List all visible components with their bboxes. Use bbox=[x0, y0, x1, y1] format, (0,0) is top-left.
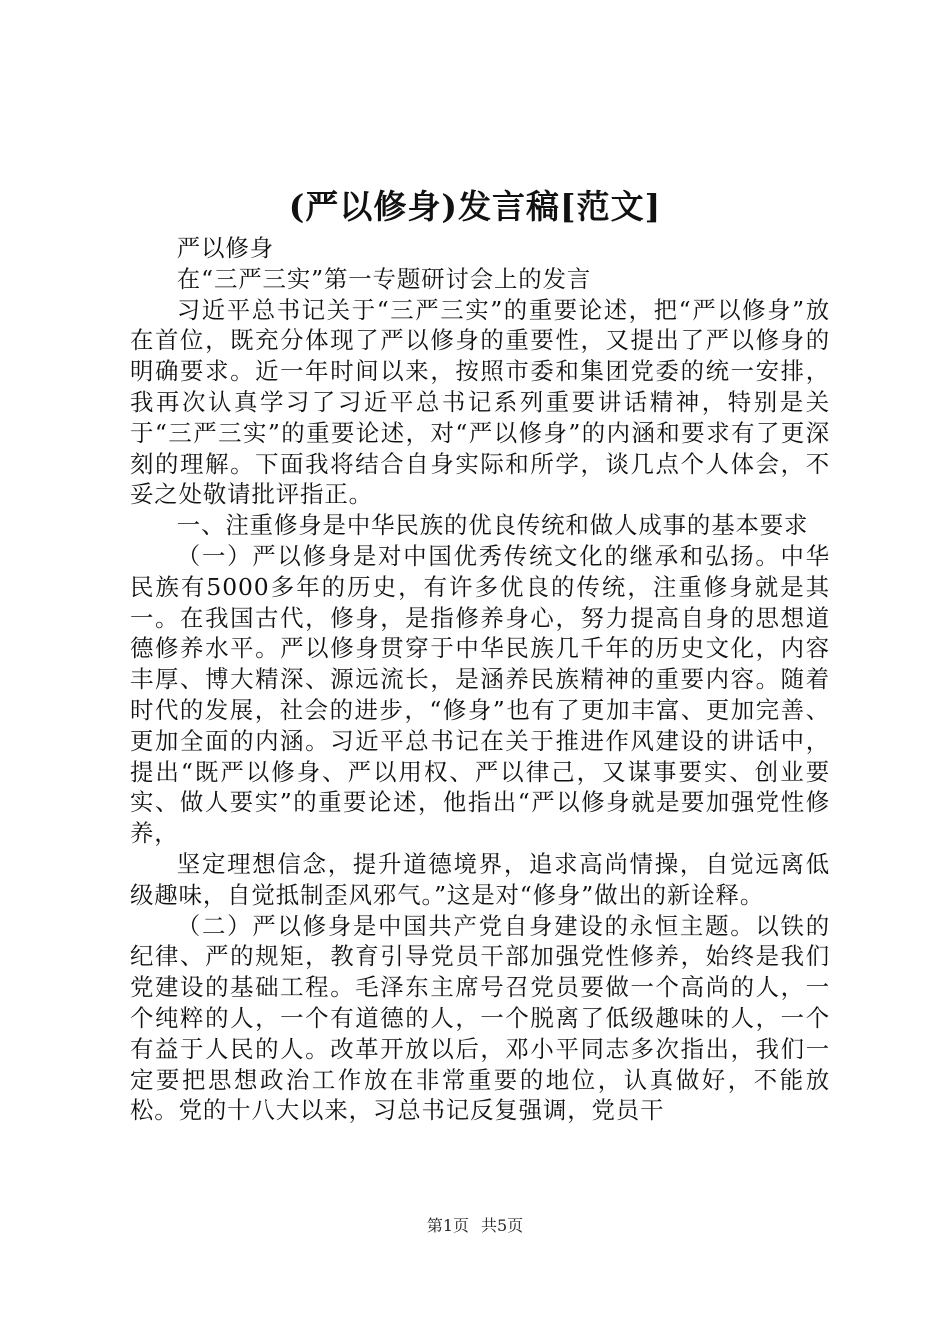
paragraph-intro: 习近平总书记关于“三严三实”的重要论述，把“严以修身”放在首位，既充分体现了严以修身的重要性，又提出了严以修身的明确要求。近一年时间以来，按照市委和集团党委的统一安排，我再次认真学习了习近平总书记系列重要讲话精神，特别是关于“三严三实”的重要论述，对“严以修身”的内涵和要求有了更深刻的理解。下面我将结合自身实际和所学，谈几点个人体会，不妥之处敬请批评指正。 bbox=[130, 295, 830, 509]
paragraph-subsection-2: （二）严以修身是中国共产党自身建设的永恒主题。以铁的纪律、严的规矩，教育引导党员干部加强党性修养，始终是我们党建设的基础工程。毛泽东主席号召党员要做一个高尚的人，一个纯粹的人，一个有道德的人，一个脱离了低级趣味的人，一个有益于人民的人。改革开放以后，邓小平同志多次指出，我们一定要把思想政治工作放在非常重要的地位，认真做好，不能放松。党的十八大以来，习总书记反复强调，党员干 bbox=[130, 911, 830, 1125]
paragraph-continuation: 坚定理想信念，提升道德境界，追求高尚情操，自觉远离低级趣味，自觉抵制歪风邪气。”这是对“修身”做出的新诠释。 bbox=[130, 849, 830, 909]
page-number: 第1页 bbox=[426, 1216, 469, 1235]
paragraph-section-1: 一、注重修身是中华民族的优良传统和做人成事的基本要求 bbox=[176, 511, 809, 540]
paragraph-subtitle: 在“三严三实”第一专题研讨会上的发言 bbox=[176, 264, 592, 293]
document-body bbox=[130, 233, 830, 1126]
document-title: (严以修身)发言稿[范文] bbox=[288, 187, 662, 226]
paragraph-heading-1: 严以修身 bbox=[176, 234, 274, 262]
page-total: 共5页 bbox=[481, 1216, 524, 1235]
page-footer bbox=[0, 1215, 950, 1237]
paragraph-subsection-1: （一）严以修身是对中国优秀传统文化的继承和弘扬。中华民族有5000多年的历史，有许多优良的传统，注重修身就是其一。在我国古代，修身，是指修养身心，努力提高自身的思想道德修养水平。严以修身贯穿于中华民族几千年的历史文化，内容丰厚、博大精深、源远流长，是涵养民族精神的重要内容。随着时代的发展，社会的进步，“修身”也有了更加丰富、更加完善、更加全面的内涵。习近平总书记在关于推进作风建设的讲话中，提出“既严以修身、严以用权、严以律己，又谋事要实、创业要实、做人要实”的重要论述，他指出“严以修身就是要加强党性修养， bbox=[130, 541, 830, 848]
